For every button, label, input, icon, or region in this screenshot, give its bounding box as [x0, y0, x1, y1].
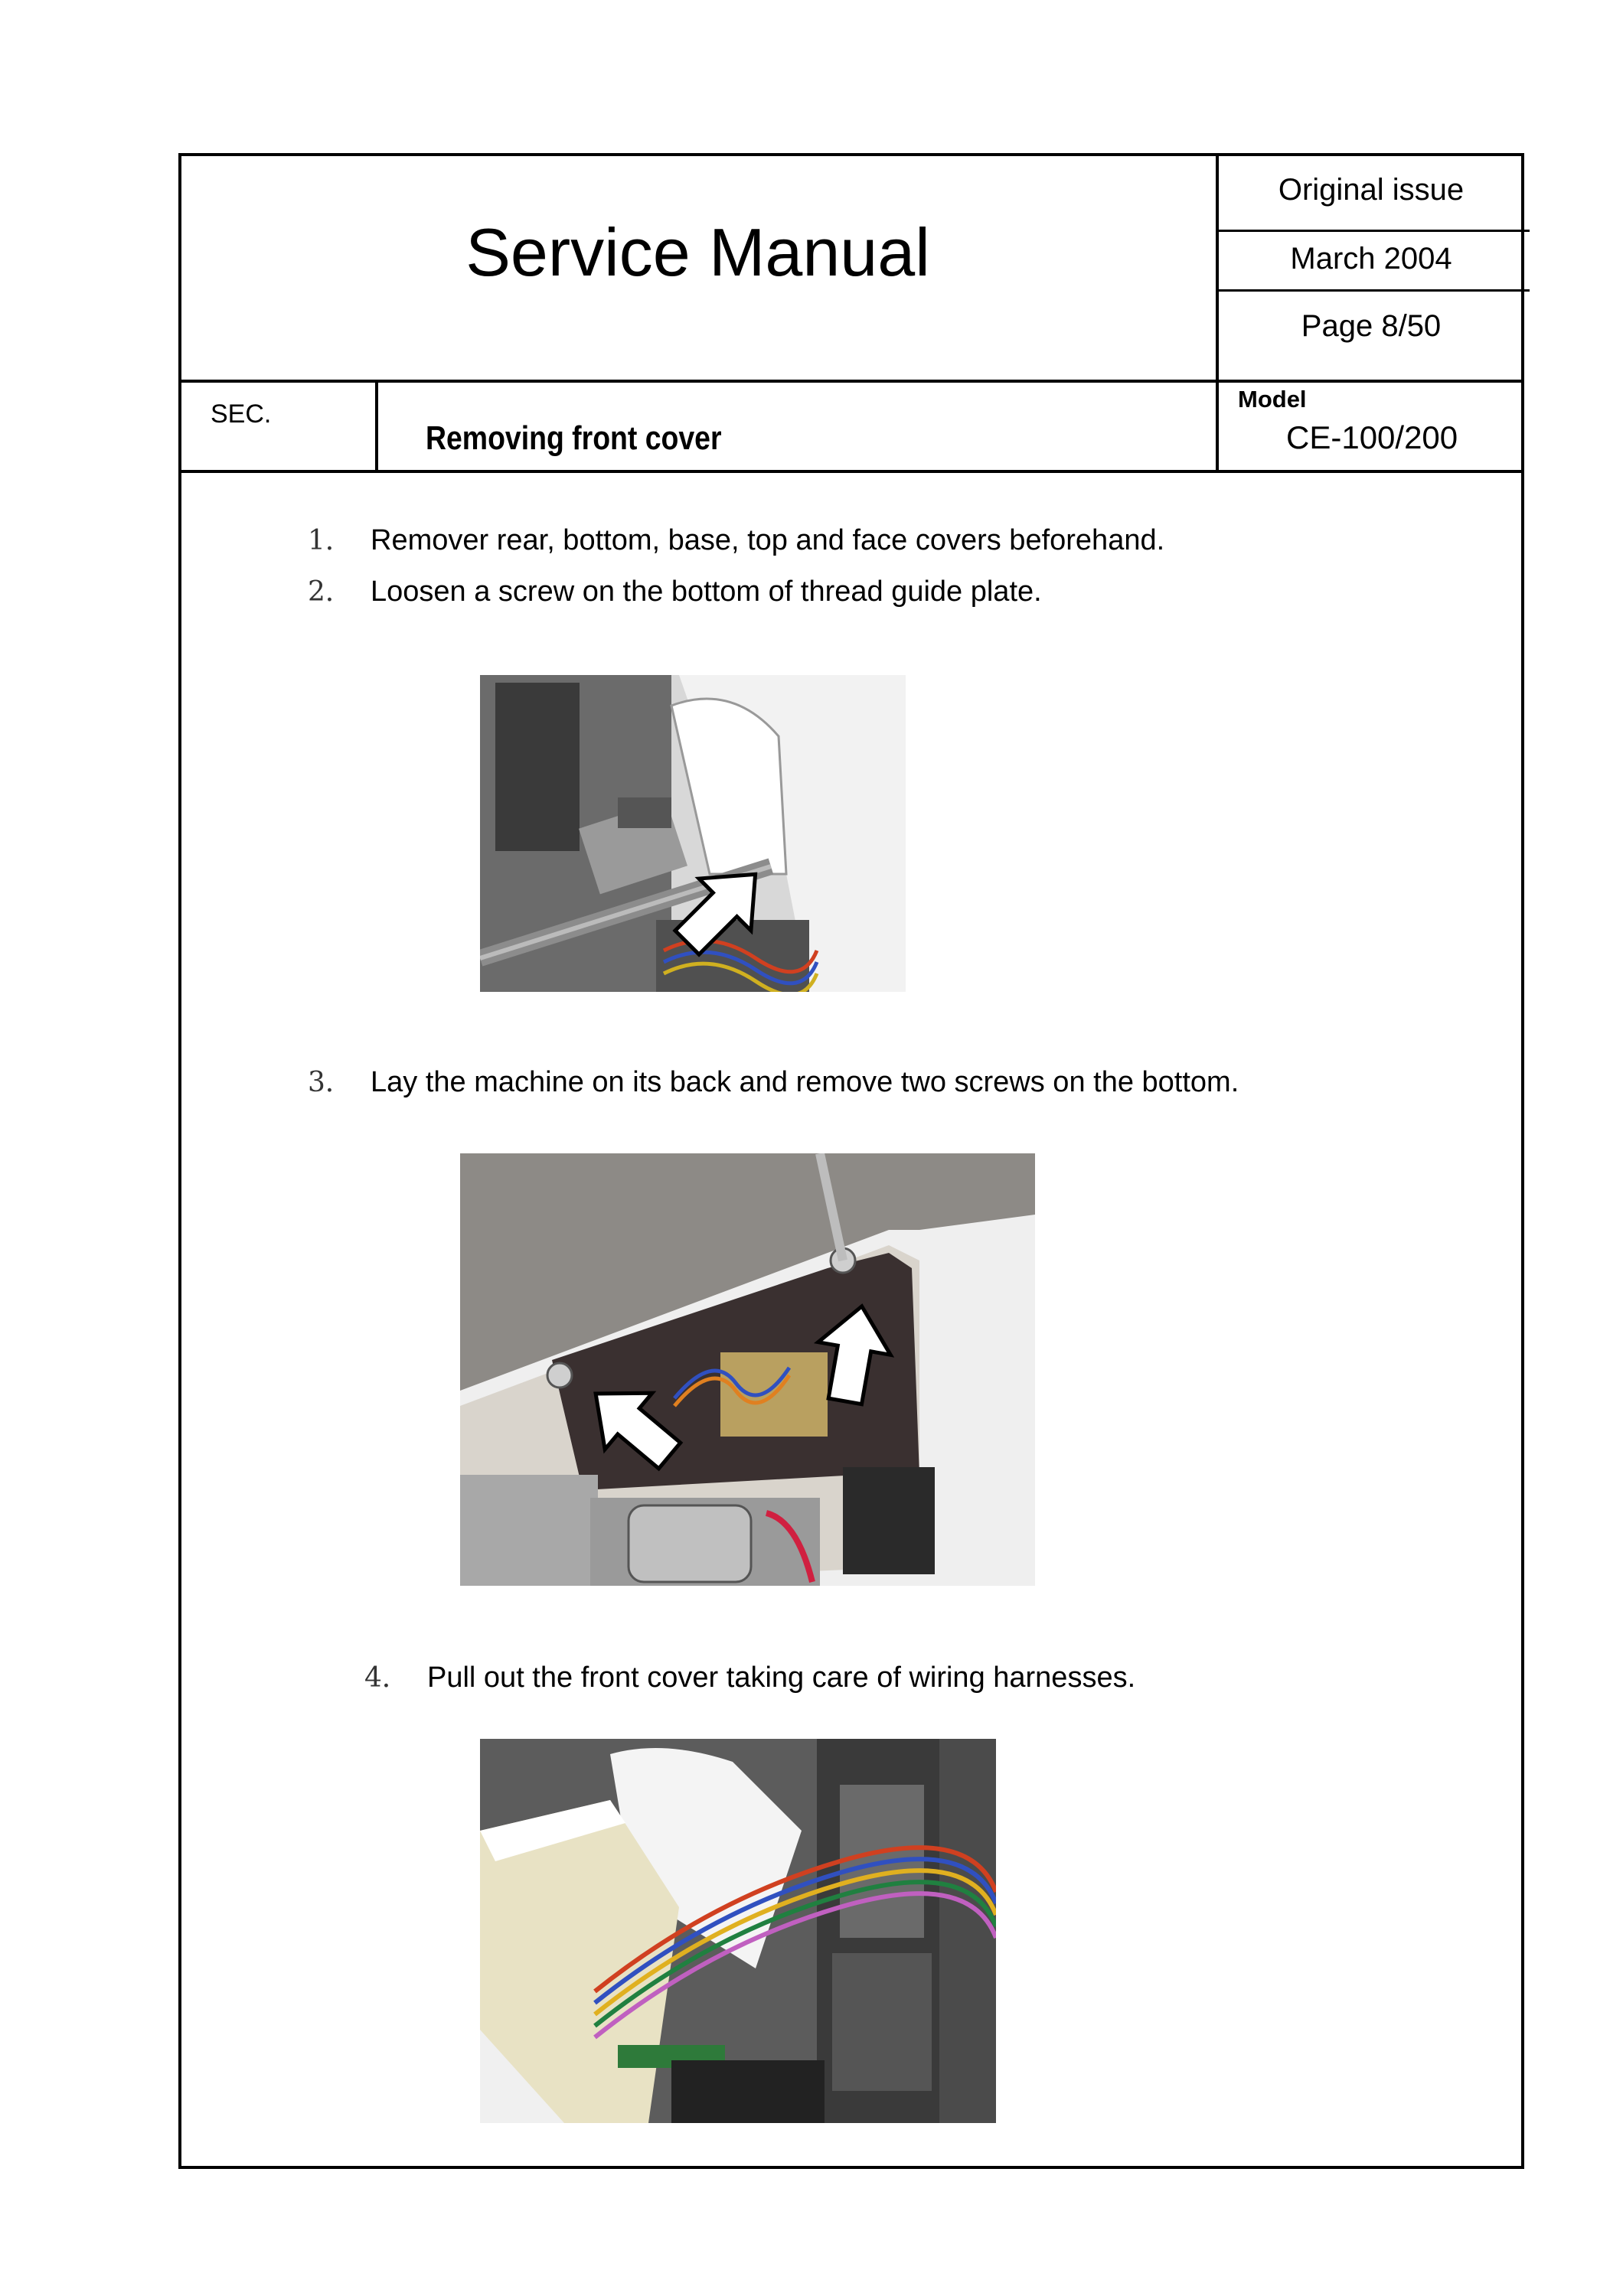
- step-number: 1．: [308, 525, 353, 556]
- sec-column-line: [375, 381, 378, 471]
- section-divider-line: [178, 470, 1524, 473]
- photo-bottom-screws: [460, 1153, 1035, 1586]
- step-number: 3．: [308, 1067, 353, 1098]
- step-text: Loosen a screw on the bottom of thread guide plate.: [371, 576, 1042, 608]
- step-4: [364, 1659, 1135, 1697]
- issue-date: March 2004: [1290, 242, 1452, 276]
- step-1: [308, 522, 1164, 559]
- photo-front-cover-removal: [480, 1739, 996, 2123]
- model-value: CE-100/200: [1286, 419, 1458, 455]
- step-3: [308, 1064, 1239, 1101]
- issue-divider-line: [1217, 230, 1530, 232]
- page-number: Page 8/50: [1301, 309, 1442, 343]
- section-title: Removing front cover: [426, 419, 722, 457]
- header-divider-line: [178, 380, 1524, 383]
- step-number: 2．: [308, 576, 353, 608]
- step-text: Pull out the front cover taking care of wiring harnesses.: [427, 1662, 1136, 1694]
- step-text: Lay the machine on its back and remove two screws on the bottom.: [371, 1066, 1239, 1098]
- model-label: Model: [1238, 386, 1307, 413]
- step-2: [308, 573, 1042, 611]
- date-divider-line: [1217, 289, 1530, 292]
- step-number: 4．: [364, 1662, 410, 1694]
- page-title: Service Manual: [465, 214, 930, 290]
- sec-label: SEC.: [211, 400, 272, 429]
- issue-label: Original issue: [1278, 173, 1465, 207]
- photo-thread-guide-screw: [480, 675, 906, 992]
- step-text: Remover rear, bottom, base, top and face covers beforehand.: [371, 524, 1165, 556]
